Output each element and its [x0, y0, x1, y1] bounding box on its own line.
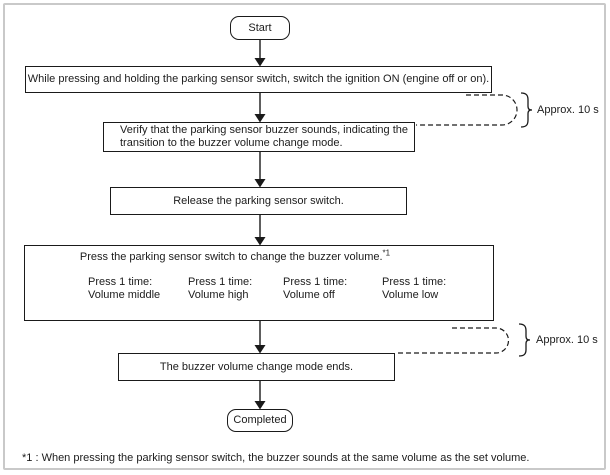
step2-line1: Verify that the parking sensor buzzer sounds, indicating the [120, 124, 409, 136]
completed-node [227, 409, 293, 432]
loop-item-line2: Volume low [382, 288, 439, 301]
step3-box [110, 187, 407, 215]
step2-text [120, 124, 408, 150]
loop-item-line1: Press 1 time: [188, 276, 253, 288]
start-node [230, 16, 290, 40]
loop-item-volume-high [188, 276, 252, 301]
step1-text: While pressing and holding the parking sensor switch, switch the ignition ON (engine off or on). [27, 73, 490, 85]
loop-item-line2: Volume high [188, 288, 249, 301]
step4-title [30, 248, 440, 264]
loop-item-line1: Press 1 time: [283, 276, 348, 288]
loop-item-volume-off [283, 276, 347, 301]
loop-item-line2: Volume middle [88, 288, 161, 301]
footnote: *1 : When pressing the parking sensor switch, the buzzer sounds at the same volume as the set volume. [22, 452, 530, 464]
approx-time-label-1: Approx. 10 s [537, 104, 599, 116]
loop-item-line1: Press 1 time: [382, 276, 447, 288]
loop-item-volume-middle [88, 276, 160, 301]
loop-item-line2: Volume off [283, 288, 335, 301]
approx-time-label-2: Approx. 10 s [536, 334, 598, 346]
step5-box [118, 353, 395, 381]
step5-text: The buzzer volume change mode ends. [159, 360, 354, 373]
loop-item-volume-low [382, 276, 446, 301]
completed-label: Completed [233, 414, 287, 426]
step2-box [103, 122, 415, 152]
step4-footnote-ref: *1 [382, 248, 391, 258]
loop-item-line1: Press 1 time: [88, 276, 153, 288]
step1-box [25, 66, 492, 93]
step4-title-text: Press the parking sensor switch to change the buzzer volume. [79, 251, 383, 263]
step2-line2: transition to the buzzer volume change mode. [120, 137, 343, 149]
start-label: Start [248, 21, 272, 34]
step3-text: Release the parking sensor switch. [173, 194, 344, 207]
